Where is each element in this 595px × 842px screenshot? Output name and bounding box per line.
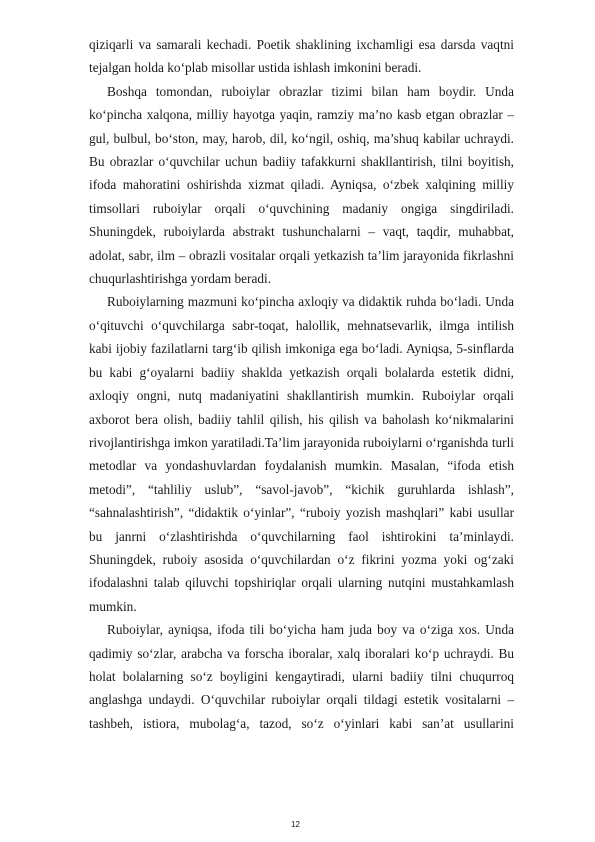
paragraph-4: Ruboiylar, ayniqsa, ifoda tili bo‘yicha ham juda boy va o‘ziga xos. Unda qadimiy so‘zlar, arabcha va forscha iboralar, xalq iboralari ko‘p uchraydi. Bu holat bolalarning so‘z boyligini kengaytiradi, ularni badiiy tilni chuqurroq anglashga undaydi. O‘quvchilar ruboiylar orqali tildagi estetik vositalarni – tashbeh, istiora, mubolag‘a, tazod, so‘z o‘yinlari kabi san’at usullarini xyxy=(89,622,514,731)
paragraph-1: qiziqarli va samarali kechadi. Poetik shaklining ixchamligi esa darsda vaqtni tejalgan holda ko‘plab misollar ustida ishlash imkonini beradi. xyxy=(89,37,514,76)
paragraph-3: Ruboiylarning mazmuni ko‘pincha axloqiy va didaktik ruhda bo‘ladi. Unda o‘qituvchi o‘quvchilarga sabr-toqat, halollik, mehnatsevarlik, ilmga intilish kabi ijobiy fazilatlarni targ‘ib qilish imkoniga ega bo‘ladi. Ayniqsa, 5-sinflarda bu kabi g‘oyalarni badiiy shaklda yetkazish orqali bolalarda estetik didni, axloqiy ongni, nutq madaniyatini shakllantirish mumkin. Ruboiylar orqali axborot bera olish, badiiy tahlil qilish, his qilish va baholash ko‘nikmalarini rivojlantirishga imkon yaratiladi.Ta’lim jarayonida ruboiylarni o‘rganishda turli metodlar va yondashuvlardan foydalanish mumkin. Masalan, “ifoda etish metodi”, “tahliliy uslub”, “savol-javob”, “kichik guruhlarda ishlash”, “sahnalashtirish”, “didaktik o‘yinlar”, “ruboiy yozish mashqlari” kabi usullar bu janrni o‘zlashtirishda o‘quvchilarning faol ishtirokini ta’minlaydi. Shuningdek, ruboiy asosida o‘quvchilardan o‘z fikrini yozma yoki og‘zaki ifodalashni talab qiluvchi topshiriqlar orqali ularning nutqini mustahkamlash mumkin. xyxy=(89,294,514,614)
paragraph-2: Boshqa tomondan, ruboiylar obrazlar tizimi bilan ham boydir. Unda ko‘pincha xalqona, milliy hayotga yaqin, ramziy ma’no kasb etgan obrazlar – gul, bulbul, bo‘ston, may, harob, dil, ko‘ngil, oshiq, ma’shuq kabilar uchraydi. Bu obrazlar o‘quvchilar uchun badiiy tafakkurni shakllantirish, tilni boyitish, ifoda mahoratini oshirishda xizmat qiladi. Ayniqsa, o‘zbek xalqining milliy timsollari ruboiylar orqali o‘quvchining madaniy ongiga singdiriladi. Shuningdek, ruboiylarda abstrakt tushunchalarni – vaqt, taqdir, muhabbat, adolat, sabr, ilm – obrazli vositalar orqali yetkazish ta’lim jarayonida fikrlashni chuqurlashtirishga yordam beradi. xyxy=(89,83,514,287)
document-page xyxy=(89,33,514,735)
page-number-footer xyxy=(0,820,595,829)
page-number: 12 xyxy=(291,820,300,829)
